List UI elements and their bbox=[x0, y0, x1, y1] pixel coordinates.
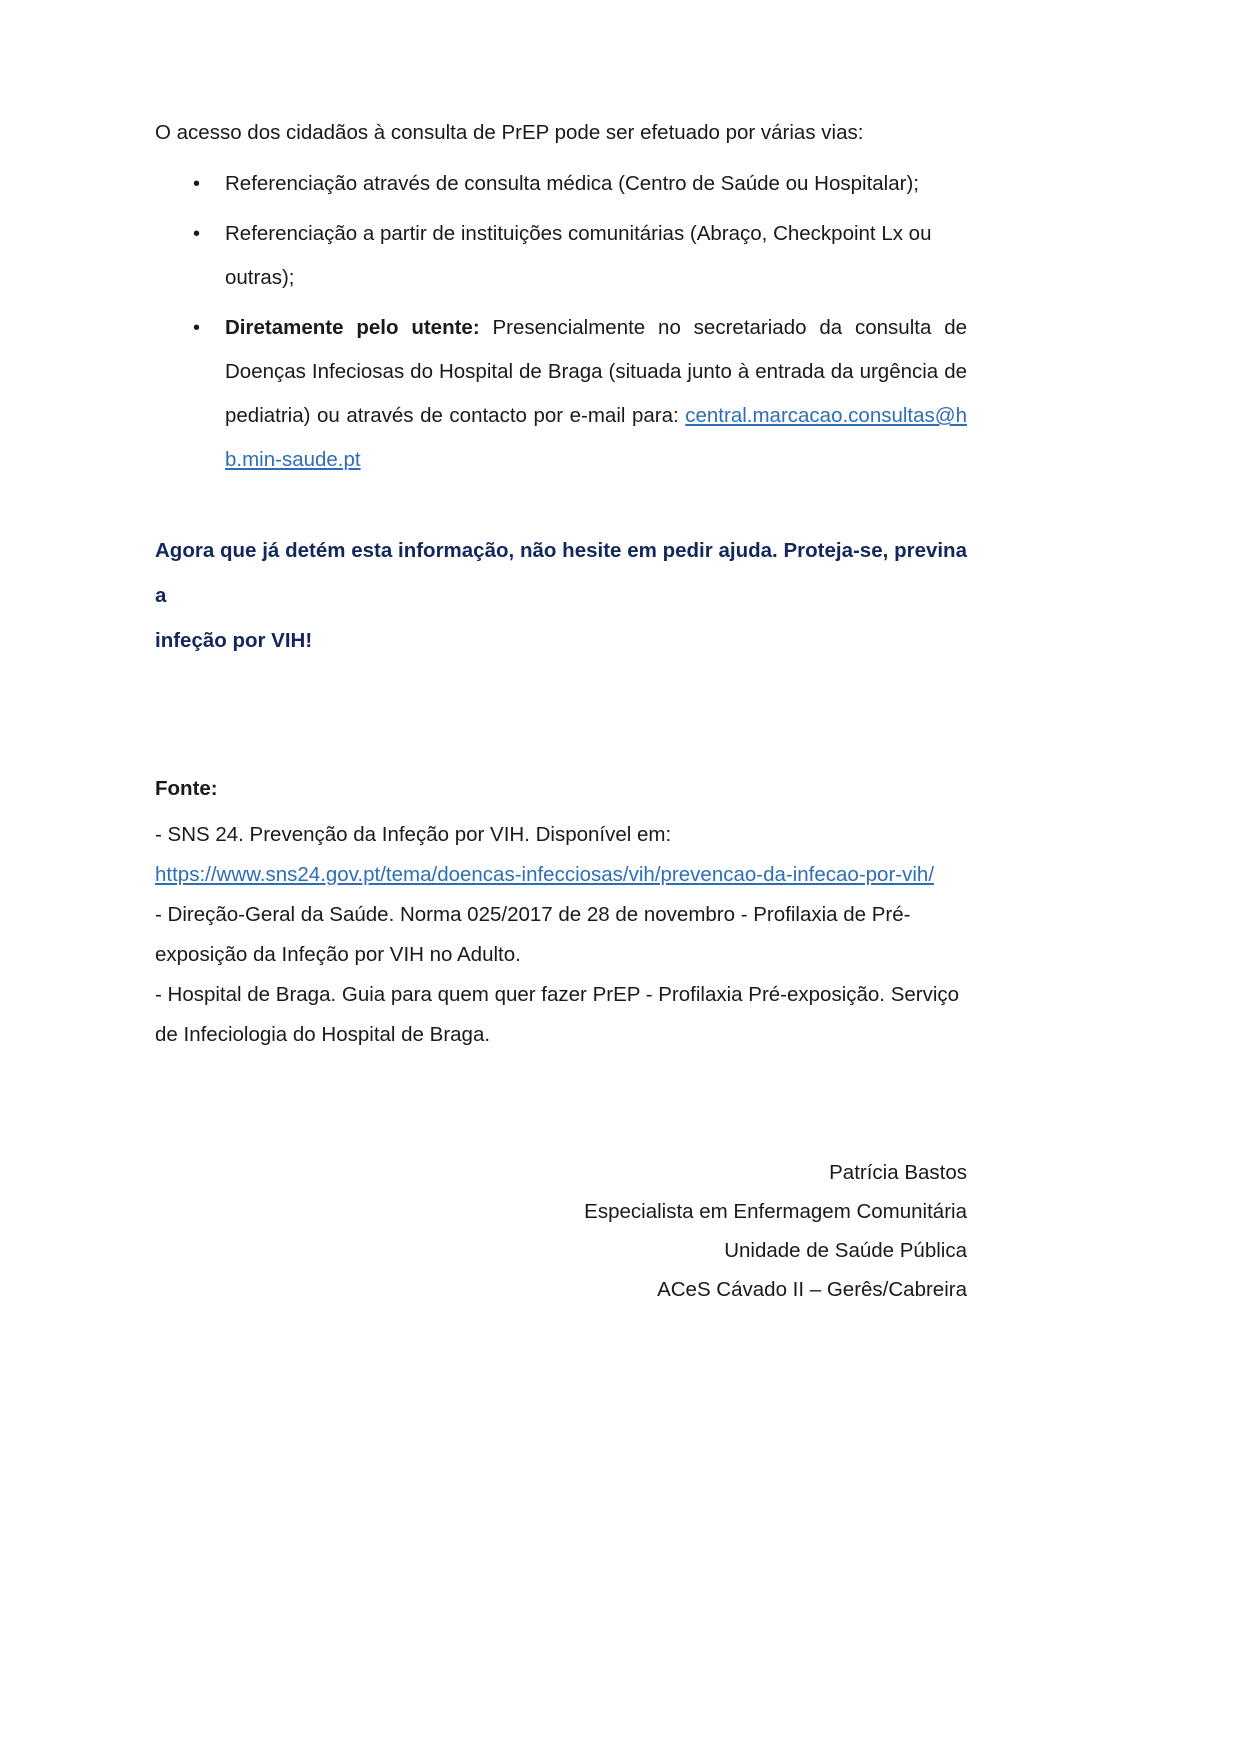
sns24-url-link[interactable]: https://www.sns24.gov.pt/tema/doencas-infecciosas/vih/prevencao-da-infecao-por-vih/ bbox=[155, 863, 935, 886]
signature-block bbox=[155, 1153, 967, 1309]
list-item-lead-label: Diretamente pelo utente: bbox=[225, 316, 480, 339]
signature-role: Especialista em Enfermagem Comunitária bbox=[584, 1200, 967, 1223]
source-entry-sns24: - SNS 24. Prevenção da Infeção por VIH. Disponível em: bbox=[155, 823, 672, 846]
bullet-icon: • bbox=[193, 317, 201, 339]
list-item-text: Referenciação a partir de instituições comunitárias (Abraço, Checkpoint Lx ou outras); bbox=[225, 222, 932, 289]
list-item-text: Referenciação através de consulta médica (Centro de Saúde ou Hospitalar); bbox=[225, 172, 919, 195]
list-item bbox=[155, 306, 967, 482]
callout-paragraph bbox=[155, 528, 967, 663]
bullet-icon: • bbox=[193, 173, 201, 195]
signature-organization: ACeS Cávado II – Gerês/Cabreira bbox=[657, 1278, 967, 1301]
callout-line-2: infeção por VIH! bbox=[155, 629, 313, 652]
source-section bbox=[155, 769, 967, 1055]
source-url-paragraph bbox=[155, 855, 967, 895]
document-content bbox=[155, 112, 967, 1309]
intro-paragraph: O acesso dos cidadãos à consulta de PrEP pode ser efetuado por várias vias: bbox=[155, 121, 864, 144]
signature-unit: Unidade de Saúde Pública bbox=[724, 1239, 967, 1262]
access-routes-list bbox=[155, 162, 967, 482]
source-entry-dgs: - Direção-Geral da Saúde. Norma 025/2017 de 28 de novembro - Profilaxia de Pré-exposição da Infeção por VIH no Adulto. bbox=[155, 903, 911, 966]
signature-name: Patrícia Bastos bbox=[829, 1161, 967, 1184]
callout-line-1: Agora que já detém esta informação, não hesite em pedir ajuda. Proteja-se, previna a bbox=[155, 539, 967, 607]
source-entry-hospital-braga: - Hospital de Braga. Guia para quem quer fazer PrEP - Profilaxia Pré-exposição. Serviço de Infeciologia do Hospital de Braga. bbox=[155, 983, 960, 1046]
list-item bbox=[155, 212, 967, 300]
contact-email-link[interactable]: central.marcacao.consultas@hb.min-saude.pt bbox=[225, 404, 967, 471]
list-item-text: Presencialmente no secretariado da consulta de Doenças Infeciosas do Hospital de Braga (situada junto à entrada da urgência de pediatria) ou através de contacto por e-mail para: bbox=[225, 316, 967, 427]
list-item bbox=[155, 162, 967, 206]
bullet-icon: • bbox=[193, 223, 201, 245]
source-heading: Fonte: bbox=[155, 777, 218, 800]
